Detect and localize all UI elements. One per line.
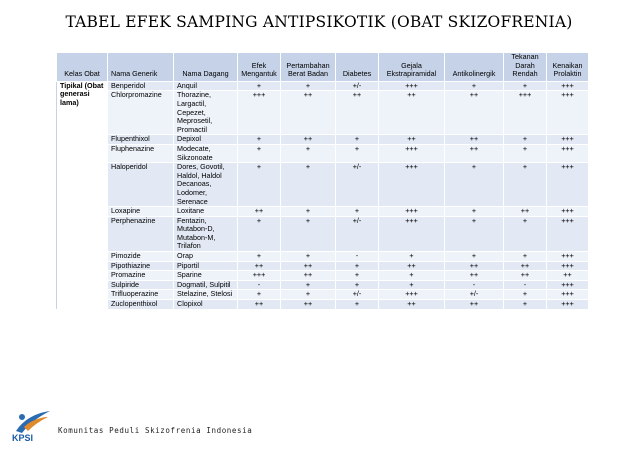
- cell-tekanan: +: [504, 144, 547, 162]
- cell-antikol: ++: [445, 300, 504, 310]
- cell-antikol: ++: [445, 91, 504, 135]
- cell-efek: +: [238, 290, 281, 300]
- side-effects-table: [56, 52, 589, 310]
- cell-prolaktin: +++: [547, 280, 589, 290]
- cell-kelas-group: Tipikal (Obat generasi lama): [57, 81, 108, 309]
- cell-efek: ++: [238, 261, 281, 271]
- cell-dagang: Depixol: [174, 135, 238, 145]
- cell-dagang: Modecate, Sikzonoate: [174, 144, 238, 162]
- table-row: [57, 163, 589, 207]
- header-tekanan: Tekanan Darah Rendah: [504, 53, 547, 82]
- cell-antikol: +: [445, 163, 504, 207]
- cell-diabetes: +: [336, 261, 379, 271]
- cell-prolaktin: +++: [547, 216, 589, 251]
- cell-tekanan: +: [504, 135, 547, 145]
- cell-generik: Pipothiazine: [108, 261, 174, 271]
- cell-antikol: +: [445, 216, 504, 251]
- header-kelas: Kelas Obat: [57, 53, 108, 82]
- cell-diabetes: +: [336, 207, 379, 217]
- header-efek: Efek Mengantuk: [238, 53, 281, 82]
- cell-prolaktin: +++: [547, 290, 589, 300]
- cell-efek: ++: [238, 300, 281, 310]
- cell-diabetes: +: [336, 271, 379, 281]
- cell-dagang: Anquil: [174, 81, 238, 91]
- cell-prolaktin: +++: [547, 207, 589, 217]
- logo-text: KPSI: [12, 433, 34, 443]
- cell-tekanan: +++: [504, 91, 547, 135]
- cell-efek: +: [238, 216, 281, 251]
- cell-dagang: Thorazine, Largactil, Cepezet, Meprosetil, Promactil: [174, 91, 238, 135]
- cell-tekanan: +: [504, 81, 547, 91]
- cell-tekanan: ++: [504, 271, 547, 281]
- cell-prolaktin: +++: [547, 81, 589, 91]
- cell-efek: +++: [238, 91, 281, 135]
- cell-prolaktin: +++: [547, 300, 589, 310]
- table-row: [57, 216, 589, 251]
- cell-antikol: ++: [445, 144, 504, 162]
- cell-efek: +: [238, 163, 281, 207]
- cell-tekanan: ++: [504, 261, 547, 271]
- cell-berat: +: [281, 81, 336, 91]
- cell-generik: Zuclopenthixol: [108, 300, 174, 310]
- table-row: [57, 252, 589, 262]
- cell-ekstra: ++: [379, 300, 445, 310]
- cell-generik: Perphenazine: [108, 216, 174, 251]
- cell-tekanan: ++: [504, 207, 547, 217]
- cell-antikol: +/-: [445, 290, 504, 300]
- cell-efek: +++: [238, 271, 281, 281]
- cell-dagang: Loxitane: [174, 207, 238, 217]
- cell-efek: +: [238, 144, 281, 162]
- cell-ekstra: ++: [379, 261, 445, 271]
- cell-ekstra: +: [379, 271, 445, 281]
- cell-tekanan: +: [504, 300, 547, 310]
- cell-generik: Pimozide: [108, 252, 174, 262]
- table-header-row: [57, 53, 589, 82]
- cell-efek: +: [238, 81, 281, 91]
- header-diabetes: Diabetes: [336, 53, 379, 82]
- cell-diabetes: +: [336, 135, 379, 145]
- footer-text: Komunitas Peduli Skizofrenia Indonesia: [58, 426, 253, 435]
- cell-antikol: +: [445, 81, 504, 91]
- cell-prolaktin: +++: [547, 135, 589, 145]
- cell-ekstra: +: [379, 252, 445, 262]
- cell-berat: ++: [281, 135, 336, 145]
- cell-generik: Chlorpromazine: [108, 91, 174, 135]
- cell-generik: Haloperidol: [108, 163, 174, 207]
- page-title: TABEL EFEK SAMPING ANTIPSIKOTIK (OBAT SKIZOFRENIA): [65, 13, 573, 31]
- cell-berat: +: [281, 280, 336, 290]
- cell-berat: ++: [281, 271, 336, 281]
- cell-dagang: Stelazine, Stelosi: [174, 290, 238, 300]
- cell-berat: ++: [281, 300, 336, 310]
- cell-antikol: +: [445, 252, 504, 262]
- cell-generik: Fluphenazine: [108, 144, 174, 162]
- table-row: [57, 271, 589, 281]
- header-prolaktin: Kenaikan Prolaktin: [547, 53, 589, 82]
- cell-diabetes: -: [336, 252, 379, 262]
- cell-antikol: -: [445, 280, 504, 290]
- cell-diabetes: +/-: [336, 290, 379, 300]
- cell-diabetes: +/-: [336, 81, 379, 91]
- cell-berat: ++: [281, 261, 336, 271]
- cell-dagang: Sparine: [174, 271, 238, 281]
- cell-berat: +: [281, 207, 336, 217]
- header-dagang: Nama Dagang: [174, 53, 238, 82]
- cell-antikol: ++: [445, 261, 504, 271]
- cell-generik: Trifluoperazine: [108, 290, 174, 300]
- cell-antikol: ++: [445, 271, 504, 281]
- cell-dagang: Orap: [174, 252, 238, 262]
- cell-prolaktin: +++: [547, 91, 589, 135]
- header-generik: Nama Generik: [108, 53, 174, 82]
- table-row: [57, 300, 589, 310]
- cell-dagang: Clopixol: [174, 300, 238, 310]
- table-row: [57, 207, 589, 217]
- cell-prolaktin: +++: [547, 252, 589, 262]
- cell-antikol: ++: [445, 135, 504, 145]
- cell-dagang: Dores, Govotil, Haldol, Haldol Decanoas, Lodomer, Serenace: [174, 163, 238, 207]
- cell-prolaktin: +++: [547, 261, 589, 271]
- cell-tekanan: +: [504, 163, 547, 207]
- cell-generik: Flupenthixol: [108, 135, 174, 145]
- cell-prolaktin: ++: [547, 271, 589, 281]
- cell-tekanan: +: [504, 252, 547, 262]
- cell-ekstra: +++: [379, 207, 445, 217]
- cell-ekstra: +++: [379, 216, 445, 251]
- cell-generik: Benperidol: [108, 81, 174, 91]
- cell-berat: +: [281, 144, 336, 162]
- table-row: [57, 91, 589, 135]
- cell-efek: +: [238, 252, 281, 262]
- cell-tekanan: +: [504, 216, 547, 251]
- cell-diabetes: ++: [336, 91, 379, 135]
- cell-diabetes: +/-: [336, 163, 379, 207]
- cell-prolaktin: +++: [547, 163, 589, 207]
- cell-generik: Sulpiride: [108, 280, 174, 290]
- cell-ekstra: +++: [379, 144, 445, 162]
- cell-antikol: +: [445, 207, 504, 217]
- cell-diabetes: +: [336, 144, 379, 162]
- cell-ekstra: +: [379, 280, 445, 290]
- cell-diabetes: +: [336, 300, 379, 310]
- table-row: [57, 135, 589, 145]
- table-row: [57, 144, 589, 162]
- header-antikol: Antikolinergik: [445, 53, 504, 82]
- cell-tekanan: +: [504, 290, 547, 300]
- header-ekstra: Gejala Ekstrapiramidal: [379, 53, 445, 82]
- cell-berat: +: [281, 252, 336, 262]
- cell-dagang: Dogmatil, Sulpitil: [174, 280, 238, 290]
- cell-dagang: Fentazin, Mutabon-D, Mutabon-M, Trilafon: [174, 216, 238, 251]
- cell-diabetes: +/-: [336, 216, 379, 251]
- cell-berat: +: [281, 290, 336, 300]
- cell-efek: +: [238, 135, 281, 145]
- cell-ekstra: +++: [379, 290, 445, 300]
- table-body: [57, 81, 589, 309]
- cell-dagang: Piportil: [174, 261, 238, 271]
- cell-diabetes: +: [336, 280, 379, 290]
- cell-ekstra: ++: [379, 135, 445, 145]
- cell-generik: Promazine: [108, 271, 174, 281]
- cell-berat: +: [281, 163, 336, 207]
- cell-berat: ++: [281, 91, 336, 135]
- cell-ekstra: +++: [379, 81, 445, 91]
- cell-generik: Loxapine: [108, 207, 174, 217]
- header-berat: Pertambahan Berat Badan: [281, 53, 336, 82]
- cell-ekstra: +++: [379, 163, 445, 207]
- cell-prolaktin: +++: [547, 144, 589, 162]
- cell-ekstra: ++: [379, 91, 445, 135]
- cell-efek: ++: [238, 207, 281, 217]
- cell-tekanan: -: [504, 280, 547, 290]
- cell-berat: +: [281, 216, 336, 251]
- cell-efek: -: [238, 280, 281, 290]
